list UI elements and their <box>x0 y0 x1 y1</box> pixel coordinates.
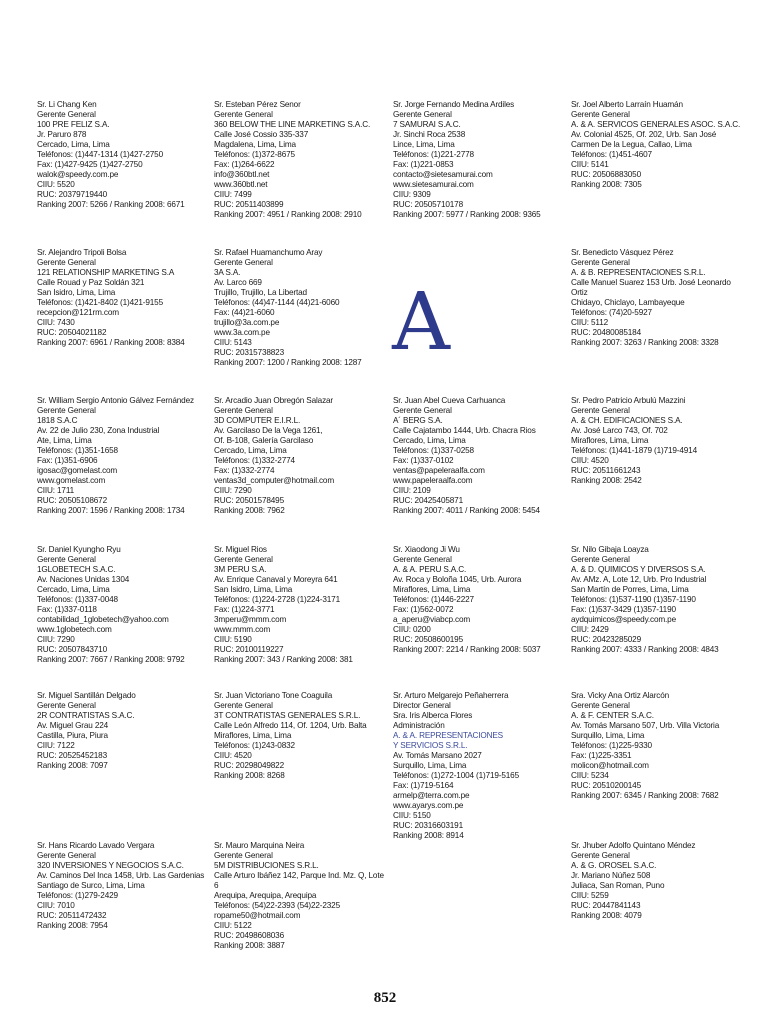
entry-line: Ranking 2007: 3263 / Ranking 2008: 3328 <box>571 338 719 347</box>
entry-line: 360 BELOW THE LINE MARKETING S.A.C. <box>214 120 371 129</box>
entry-line: aydquimicos@speedy.com.pe <box>571 615 676 624</box>
entry-line: 121 RELATIONSHIP MARKETING S.A <box>37 268 175 277</box>
entry-line: Trujillo, Trujillo, La Libertad <box>214 288 307 297</box>
entry-line: Sr. Daniel Kyungho Ryu <box>37 545 121 554</box>
entry-line: Gerente General <box>214 555 273 564</box>
entry-line: contacto@sietesamurai.com <box>393 170 493 179</box>
entry-line: CIIU: 1711 <box>37 486 75 495</box>
entry-line: 3A S.A. <box>214 268 241 277</box>
entry-line: CIIU: 7499 <box>214 190 252 199</box>
entry-line: 2R CONTRATISTAS S.A.C. <box>37 711 135 720</box>
entry-line: Gerente General <box>571 851 630 860</box>
entry-line: www.360btl.net <box>214 180 268 189</box>
entry-line: RUC: 20511472432 <box>37 911 107 920</box>
entry-line: CIIU: 7010 <box>37 901 75 910</box>
directory-entry <box>37 396 209 516</box>
entry-line: Teléfonos: (1)272-1004 (1)719-5165 <box>393 771 519 780</box>
entry-line: Chidayo, Chiclayo, Lambayeque <box>571 298 685 307</box>
entry-line: Surquillo, Lima, Lima <box>571 731 645 740</box>
entry-line: 3D COMPUTER E.I.R.L. <box>214 416 301 425</box>
entry-line: Fax: (1)427-9425 (1)427-2750 <box>37 160 143 169</box>
entry-line: Sr. Juan Victoriano Tone Coaguila <box>214 691 333 700</box>
entry-line: 7 SAMURAI S.A.C. <box>393 120 461 129</box>
entry-line: Sra. Iris Alberca Flores <box>393 711 473 720</box>
page-number: 852 <box>373 990 397 1006</box>
entry-line: Surquillo, Lima, Lima <box>393 761 467 770</box>
entry-line: Ranking 2007: 1200 / Ranking 2008: 1287 <box>214 358 362 367</box>
entry-line: San Isidro, Lima, Lima <box>37 288 116 297</box>
entry-line: Cercado, Lima, Lima <box>37 585 110 594</box>
entry-line: 320 INVERSIONES Y NEGOCIOS S.A.C. <box>37 861 184 870</box>
entry-line: www.sietesamurai.com <box>393 180 474 189</box>
entry-line: Gerente General <box>214 258 273 267</box>
entry-line: Sr. Arcadio Juan Obregón Salazar <box>214 396 333 405</box>
entry-line: Fax: (1)562-0072 <box>393 605 454 614</box>
entry-line: A. & A. SERVICOS GENERALES ASOC. S.A.C. <box>571 120 741 129</box>
entry-line: Juliaca, San Roman, Puno <box>571 881 665 890</box>
entry-line: Teléfonos: (1)447-1314 (1)427-2750 <box>37 150 163 159</box>
entry-line: Teléfonos: (1)446-2227 <box>393 595 474 604</box>
entry-line: Teléfonos: (44)47-1144 (44)21-6060 <box>214 298 340 307</box>
entry-line: Miraflores, Lima, Lima <box>214 731 292 740</box>
entry-line: ventas3d_computer@hotmail.com <box>214 476 335 485</box>
entry-line: Sr. Jhuber Adolfo Quintano Méndez <box>571 841 696 850</box>
entry-line: Calle José Cossio 335-337 <box>214 130 309 139</box>
entry-line: Av. Colonial 4525, Of. 202, Urb. San José <box>571 130 717 139</box>
entry-line: Ranking 2007: 4011 / Ranking 2008: 5454 <box>393 506 540 515</box>
entry-line: Sr. Miguel Santillán Delgado <box>37 691 136 700</box>
entry-line: trujillo@3a.com.pe <box>214 318 280 327</box>
entry-line: Fax: (1)221-0853 <box>393 160 454 169</box>
entry-line: Magdalena, Lima, Lima <box>214 140 296 149</box>
entry-line: San Isidro, Lima, Lima <box>214 585 293 594</box>
entry-line: Sr. Li Chang Ken <box>37 100 97 109</box>
entry-line: Av. Tomás Marsano 2027 <box>393 751 482 760</box>
entry-line: Av. Garcilaso De la Vega 1261, <box>214 426 323 435</box>
entry-line: A´ BERG S.A. <box>393 416 443 425</box>
entry-line: CIIU: 2109 <box>393 486 431 495</box>
entry-line: A. & A. REPRESENTACIONES <box>393 731 503 740</box>
entry-line: Ranking 2008: 7305 <box>571 180 642 189</box>
entry-line: Gerente General <box>393 406 452 415</box>
entry-line: 3mperu@mmm.com <box>214 615 287 624</box>
entry-line: Sr. Jorge Fernando Medina Ardiles <box>393 100 515 109</box>
entry-line: Cercado, Lima, Lima <box>393 436 466 445</box>
entry-line: RUC: 20480085184 <box>571 328 641 337</box>
entry-line: Sr. Mauro Marquina Neira <box>214 841 305 850</box>
entry-line: contabilidad_1globetech@yahoo.com <box>37 615 169 624</box>
entry-line: Jr. Paruro 878 <box>37 130 87 139</box>
entry-line: Sr. Benedicto Vásquez Pérez <box>571 248 674 257</box>
entry-line: CIIU: 9309 <box>393 190 431 199</box>
directory-entry <box>393 691 565 841</box>
entry-line: Av. Larco 669 <box>214 278 262 287</box>
entry-line: Fax: (1)264-6622 <box>214 160 275 169</box>
entry-line: Ranking 2007: 6345 / Ranking 2008: 7682 <box>571 791 719 800</box>
entry-line: CIIU: 7290 <box>37 635 75 644</box>
entry-line: RUC: 20511403899 <box>214 200 284 209</box>
entry-line: Director General <box>393 701 451 710</box>
entry-line: Ranking 2007: 4333 / Ranking 2008: 4843 <box>571 645 719 654</box>
entry-line: igosac@gomelast.com <box>37 466 118 475</box>
entry-line: CIIU: 5190 <box>214 635 252 644</box>
entry-line: 3M PERU S.A. <box>214 565 267 574</box>
directory-entry <box>214 545 386 665</box>
entry-line: RUC: 20423285029 <box>571 635 641 644</box>
entry-line: RUC: 20501578495 <box>214 496 284 505</box>
entry-line: Miraflores, Lima, Lima <box>393 585 471 594</box>
entry-line: Teléfonos: (1)337-0258 <box>393 446 474 455</box>
entry-line: Sr. Hans Ricardo Lavado Vergara <box>37 841 155 850</box>
entry-line: Carmen De la Legua, Callao, Lima <box>571 140 692 149</box>
directory-entry <box>214 100 386 220</box>
entry-line: Teléfonos: (1)537-1190 (1)357-1190 <box>571 595 696 604</box>
entry-line: CIIU: 7430 <box>37 318 75 327</box>
entry-line: Fax: (1)719-5164 <box>393 781 454 790</box>
entry-line: Av. Caminos Del Inca 1458, Urb. Las Gardenias <box>37 871 205 880</box>
entry-line: Teléfonos: (1)451-4607 <box>571 150 652 159</box>
entry-line: www.1globetech.com <box>37 625 112 634</box>
entry-line: Ranking 2007: 1596 / Ranking 2008: 1734 <box>37 506 185 515</box>
directory-entry <box>214 691 386 781</box>
entry-line: Av. Naciones Unidas 1304 <box>37 575 130 584</box>
entry-line: Gerente General <box>214 851 273 860</box>
entry-line: Fax: (1)537-3429 (1)357-1190 <box>571 605 676 614</box>
entry-line: Sr. Rafael Huamanchumo Aray <box>214 248 323 257</box>
entry-line: RUC: 20425405871 <box>393 496 463 505</box>
entry-line: CIIU: 2429 <box>571 625 609 634</box>
entry-line: A. & A. PERU S.A.C. <box>393 565 467 574</box>
entry-line: Teléfonos: (1)243-0832 <box>214 741 295 750</box>
directory-entry <box>214 396 386 516</box>
directory-entry <box>214 248 386 368</box>
entry-line: Y SERVICIOS S.R.L. <box>393 741 468 750</box>
entry-line: RUC: 20504021182 <box>37 328 107 337</box>
entry-line: CIIU: 0200 <box>393 625 431 634</box>
directory-entry <box>571 841 743 921</box>
directory-entry <box>571 396 743 486</box>
entry-line: Teléfonos: (1)421-8402 (1)421-9155 <box>37 298 163 307</box>
directory-entry <box>571 100 743 190</box>
entry-line: CIIU: 5520 <box>37 180 75 189</box>
entry-line: recepcion@121rm.com <box>37 308 119 317</box>
entry-line: Sr. Miguel Rios <box>214 545 267 554</box>
directory-entry <box>393 396 565 516</box>
entry-line: Ranking 2007: 4951 / Ranking 2008: 2910 <box>214 210 362 219</box>
entry-line: Sr. Pedro Patricio Arbulú Mazzini <box>571 396 686 405</box>
entry-line: Teléfonos: (1)441-1879 (1)719-4914 <box>571 446 697 455</box>
entry-line: CIIU: 7290 <box>214 486 252 495</box>
entry-line: RUC: 20507843710 <box>37 645 107 654</box>
entry-line: RUC: 20379719440 <box>37 190 107 199</box>
entry-line: Gerente General <box>571 701 630 710</box>
entry-line: Gerente General <box>571 406 630 415</box>
directory-entry <box>571 248 743 348</box>
entry-line: Sr. Alejandro Tripoli Bolsa <box>37 248 127 257</box>
entry-line: ventas@papeleraalfa.com <box>393 466 485 475</box>
entry-line: RUC: 20498608036 <box>214 931 284 940</box>
entry-line: Ranking 2008: 7962 <box>214 506 285 515</box>
entry-line: Calle León Alfredo 114, Of. 1204, Urb. Balta <box>214 721 367 730</box>
entry-line: A. & D. QUIMICOS Y DIVERSOS S.A. <box>571 565 706 574</box>
entry-line: 1818 S.A.C <box>37 416 78 425</box>
entry-line: Cercado, Lima, Lima <box>37 140 110 149</box>
entry-line: RUC: 20505710178 <box>393 200 463 209</box>
entry-line: Calle Cajatambo 1444, Urb. Chacra Rios <box>393 426 536 435</box>
entry-line: Teléfonos: (1)337-0048 <box>37 595 118 604</box>
entry-line: Castilla, Piura, Piura <box>37 731 108 740</box>
directory-entry <box>37 545 209 665</box>
entry-line: Sr. William Sergio Antonio Gálvez Fernández <box>37 396 194 405</box>
entry-line: Calle Arturo Ibáñez 142, Parque Ind. Mz. Q, Lote 6 <box>214 871 386 890</box>
entry-line: RUC: 20506883050 <box>571 170 641 179</box>
entry-line: CIIU: 4520 <box>571 456 609 465</box>
entry-line: Gerente General <box>214 701 273 710</box>
entry-line: Ranking 2007: 7667 / Ranking 2008: 9792 <box>37 655 185 664</box>
entry-line: Ranking 2008: 8268 <box>214 771 285 780</box>
entry-line: Av. José Larco 743, Of. 702 <box>571 426 668 435</box>
entry-line: RUC: 20447841143 <box>571 901 641 910</box>
section-letter: A <box>392 275 450 368</box>
entry-line: Ranking 2008: 3887 <box>214 941 285 950</box>
entry-line: Jr. Sinchi Roca 2538 <box>393 130 466 139</box>
entry-line: armelp@terra.com.pe <box>393 791 470 800</box>
directory-entry <box>37 100 209 210</box>
entry-line: Ranking 2007: 6961 / Ranking 2008: 8384 <box>37 338 185 347</box>
entry-line: Sr. Joel Alberto Larraín Huamán <box>571 100 683 109</box>
entry-line: 3T CONTRATISTAS GENERALES S.R.L. <box>214 711 361 720</box>
entry-line: Gerente General <box>571 258 630 267</box>
entry-line: Fax: (1)351-6906 <box>37 456 98 465</box>
entry-line: Teléfonos: (74)20-5927 <box>571 308 652 317</box>
entry-line: Gerente General <box>37 851 96 860</box>
entry-line: Lince, Lima, Lima <box>393 140 455 149</box>
entry-line: info@360btl.net <box>214 170 270 179</box>
entry-line: 5M DISTRIBUCIONES S.R.L. <box>214 861 319 870</box>
entry-line: Sra. Vicky Ana Ortiz Alarcón <box>571 691 670 700</box>
entry-line: Administración <box>393 721 445 730</box>
entry-line: Av. Roca y Boloña 1045, Urb. Aurora <box>393 575 522 584</box>
entry-line: RUC: 20316603191 <box>393 821 463 830</box>
entry-line: Teléfonos: (1)224-2728 (1)224-3171 <box>214 595 340 604</box>
entry-line: Ranking 2008: 4079 <box>571 911 642 920</box>
entry-line: A. & G. OROSEL S.A.C. <box>571 861 657 870</box>
entry-line: Sr. Nilo Gibaja Loayza <box>571 545 649 554</box>
directory-entry <box>214 841 386 951</box>
directory-entry <box>393 100 565 220</box>
entry-line: Ranking 2007: 5266 / Ranking 2008: 6671 <box>37 200 185 209</box>
entry-line: RUC: 20511661243 <box>571 466 641 475</box>
entry-line: RUC: 20315738823 <box>214 348 284 357</box>
entry-line: www.mmm.com <box>214 625 271 634</box>
entry-line: Calle Rouad y Paz Soldán 321 <box>37 278 145 287</box>
entry-line: Ranking 2007: 2214 / Ranking 2008: 5037 <box>393 645 541 654</box>
entry-line: Santiago de Surco, Lima, Lima <box>37 881 145 890</box>
entry-line: Av. Tomás Marsano 507, Urb. Villa Victoria <box>571 721 720 730</box>
entry-line: Ranking 2008: 7097 <box>37 761 108 770</box>
entry-line: Jr. Mariano Núñez 508 <box>571 871 651 880</box>
entry-line: RUC: 20525452183 <box>37 751 107 760</box>
entry-line: RUC: 20510200145 <box>571 781 641 790</box>
entry-line: Ranking 2008: 7954 <box>37 921 108 930</box>
entry-line: Ranking 2008: 2542 <box>571 476 642 485</box>
entry-line: CIIU: 5143 <box>214 338 252 347</box>
entry-line: Av. 22 de Julio 230, Zona Industrial <box>37 426 160 435</box>
entry-line: Fax: (1)337-0118 <box>37 605 97 614</box>
entry-line: RUC: 20298049822 <box>214 761 284 770</box>
entry-line: Teléfonos: (1)332-2774 <box>214 456 295 465</box>
entry-line: A. & CH. EDIFICACIONES S.A. <box>571 416 683 425</box>
entry-line: San Martín de Porres, Lima, Lima <box>571 585 689 594</box>
entry-line: Gerente General <box>37 406 96 415</box>
entry-line: A. & F. CENTER S.A.C. <box>571 711 654 720</box>
entry-line: Av. Miguel Grau 224 <box>37 721 109 730</box>
entry-line: ropame50@hotmail.com <box>214 911 301 920</box>
entry-line: Sr. Juan Abel Cueva Carhuanca <box>393 396 506 405</box>
entry-line: Teléfonos: (1)351-1658 <box>37 446 118 455</box>
entry-line: RUC: 20505108672 <box>37 496 107 505</box>
entry-line: Gerente General <box>37 258 96 267</box>
entry-line: Fax: (1)224-3771 <box>214 605 275 614</box>
entry-line: Fax: (44)21-6060 <box>214 308 275 317</box>
directory-entry <box>571 691 743 801</box>
entry-line: Ate, Lima, Lima <box>37 436 92 445</box>
directory-entry <box>37 248 209 348</box>
entry-line: molicon@hotmail.com <box>571 761 649 770</box>
directory-entry <box>571 545 743 655</box>
entry-line: Miraflores, Lima, Lima <box>571 436 649 445</box>
entry-line: CIIU: 5259 <box>571 891 609 900</box>
entry-line: RUC: 20100119227 <box>214 645 284 654</box>
entry-line: Sr. Arturo Melgarejo Peñaherrera <box>393 691 509 700</box>
entry-line: Fax: (1)225-3351 <box>571 751 632 760</box>
directory-entry <box>37 841 209 931</box>
entry-line: Gerente General <box>37 110 96 119</box>
entry-line: www.ayarys.com.pe <box>393 801 464 810</box>
entry-line: CIIU: 4520 <box>214 751 252 760</box>
directory-entry <box>393 545 565 655</box>
entry-line: 1GLOBETECH S.A.C. <box>37 565 116 574</box>
entry-line: CIIU: 5234 <box>571 771 609 780</box>
entry-line: Gerente General <box>571 110 630 119</box>
entry-line: Gerente General <box>37 555 96 564</box>
entry-line: Teléfonos: (1)372-8675 <box>214 150 295 159</box>
entry-line: www.3a.com.pe <box>214 328 270 337</box>
entry-line: Cercado, Lima, Lima <box>214 446 287 455</box>
entry-line: CIIU: 5141 <box>571 160 609 169</box>
entry-line: Gerente General <box>393 110 452 119</box>
entry-line: Teléfonos: (1)279-2429 <box>37 891 118 900</box>
entry-line: a_aperu@viabcp.com <box>393 615 471 624</box>
entry-line: A. & B. REPRESENTACIONES S.R.L. <box>571 268 706 277</box>
entry-line: Arequipa, Arequipa, Arequipa <box>214 891 317 900</box>
entry-line: CIIU: 5112 <box>571 318 609 327</box>
entry-line: 100 PRE FELIZ S.A. <box>37 120 110 129</box>
entry-line: Fax: (1)337-0102 <box>393 456 454 465</box>
directory-entry <box>37 691 209 771</box>
entry-line: Of. B-108, Galería Garcilaso <box>214 436 314 445</box>
entry-line: Ranking 2007: 343 / Ranking 2008: 381 <box>214 655 353 664</box>
entry-line: Gerente General <box>214 110 273 119</box>
entry-line: Teléfonos: (54)22-2393 (54)22-2325 <box>214 901 340 910</box>
entry-line: Teléfonos: (1)225-9330 <box>571 741 652 750</box>
entry-line: Gerente General <box>393 555 452 564</box>
entry-line: Gerente General <box>571 555 630 564</box>
entry-line: www.gomelast.com <box>37 476 106 485</box>
entry-line: CIIU: 5122 <box>214 921 252 930</box>
entry-line: Ranking 2007: 5977 / Ranking 2008: 9365 <box>393 210 541 219</box>
entry-line: www.papeleraalfa.com <box>393 476 473 485</box>
entry-line: walok@speedy.com.pe <box>37 170 119 179</box>
entry-line: Ranking 2008: 8914 <box>393 831 464 840</box>
entry-line: Sr. Esteban Pérez Senor <box>214 100 301 109</box>
entry-line: Av. AMz. A, Lote 12, Urb. Pro Industrial <box>571 575 707 584</box>
entry-line: Fax: (1)332-2774 <box>214 466 275 475</box>
entry-line: Teléfonos: (1)221-2778 <box>393 150 474 159</box>
entry-line: Gerente General <box>37 701 96 710</box>
entry-line: Calle Manuel Suarez 153 Urb. José Leonardo Ortiz <box>571 278 733 297</box>
entry-line: CIIU: 7122 <box>37 741 75 750</box>
entry-line: CIIU: 5150 <box>393 811 431 820</box>
entry-line: RUC: 20508600195 <box>393 635 463 644</box>
entry-line: Gerente General <box>214 406 273 415</box>
entry-line: Av. Enrique Canaval y Moreyra 641 <box>214 575 338 584</box>
entry-line: Sr. Xiaodong Ji Wu <box>393 545 460 554</box>
